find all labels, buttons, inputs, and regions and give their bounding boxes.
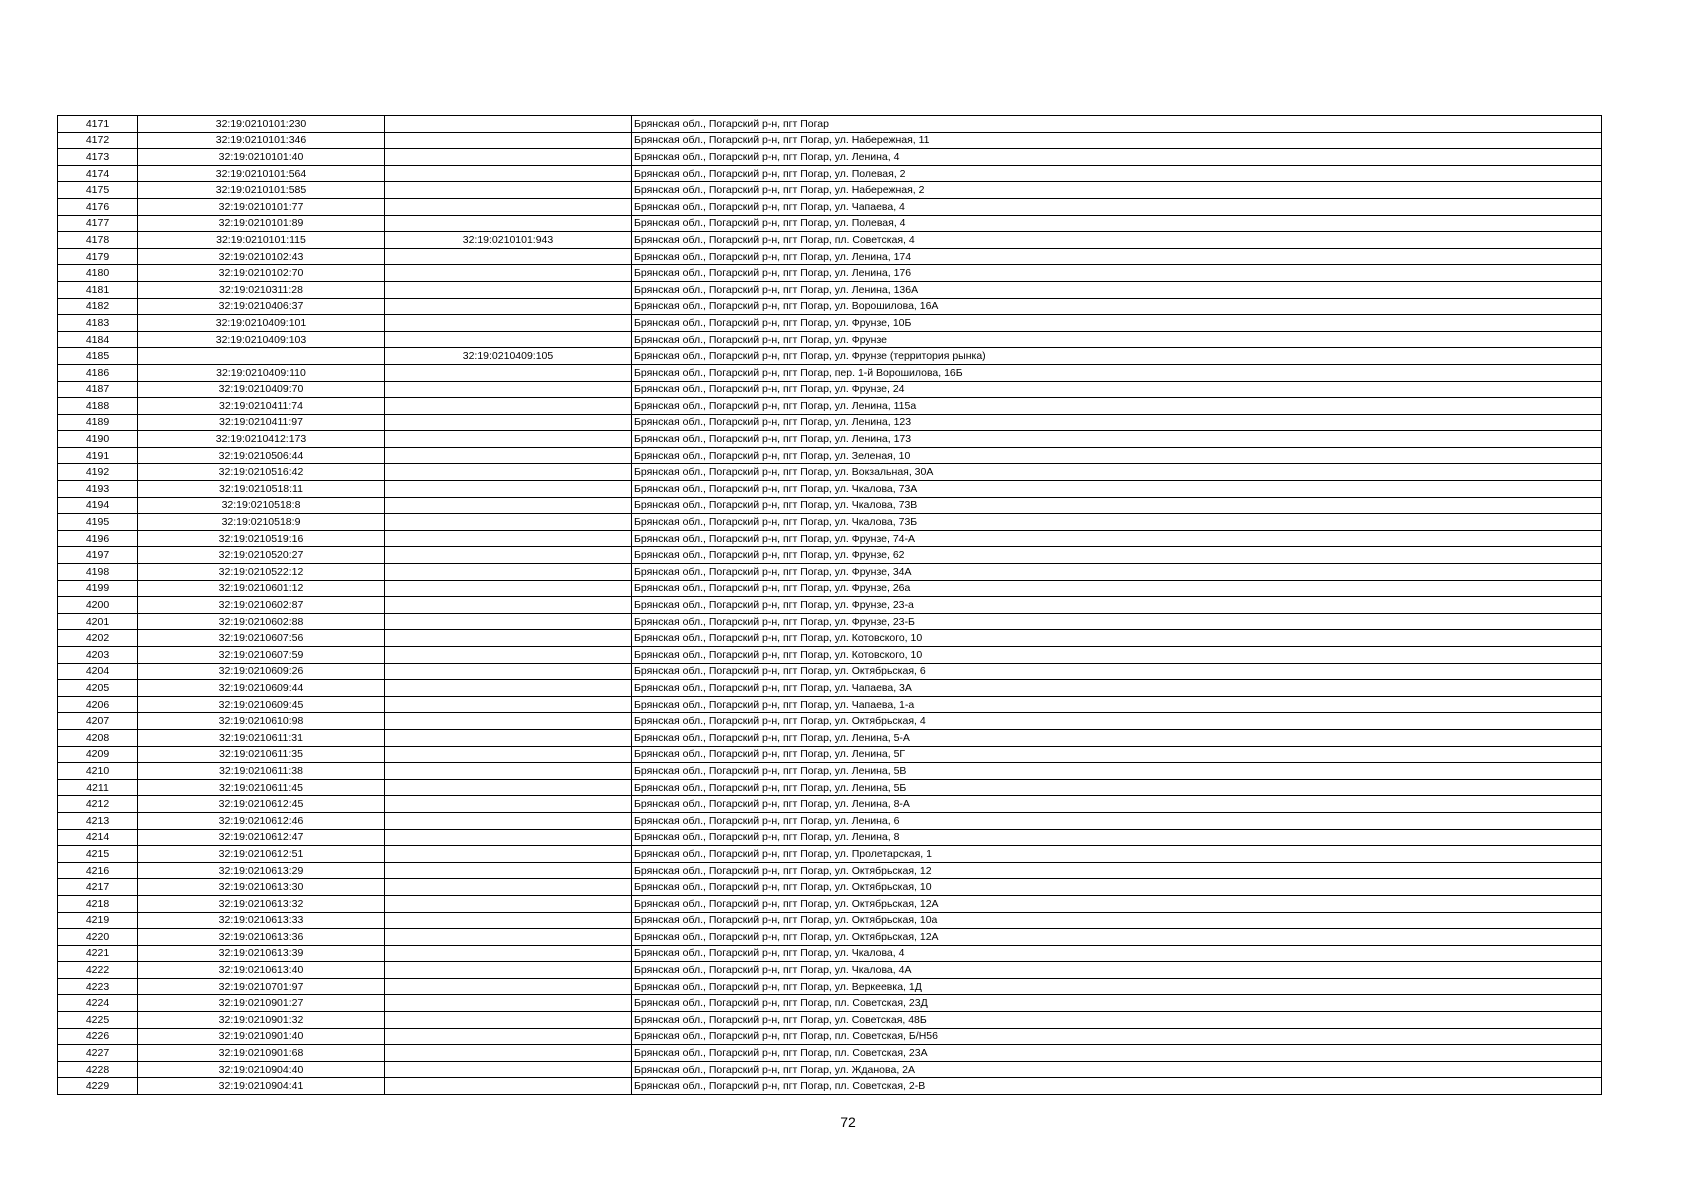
row-number-cell: 4186	[58, 364, 138, 381]
cadastral-number-cell: 32:19:0210518:8	[138, 497, 385, 514]
address-cell: Брянская обл., Погарский р-н, пгт Погар, ул. Чкалова, 73Б	[632, 514, 1602, 531]
address-cell: Брянская обл., Погарский р-н, пгт Погар, ул. Чкалова, 4А	[632, 962, 1602, 979]
row-number-cell: 4178	[58, 232, 138, 249]
table-row	[58, 580, 1602, 597]
address-cell: Брянская обл., Погарский р-н, пгт Погар, ул. Октябрьская, 12А	[632, 895, 1602, 912]
address-cell: Брянская обл., Погарский р-н, пгт Погар, ул. Фрунзе, 62	[632, 547, 1602, 564]
row-number-cell: 4205	[58, 680, 138, 697]
row-number-cell: 4208	[58, 729, 138, 746]
cadastral-number-cell: 32:19:0210102:70	[138, 265, 385, 282]
secondary-cadastral-number-cell	[385, 398, 632, 415]
secondary-cadastral-number-cell	[385, 132, 632, 149]
address-cell: Брянская обл., Погарский р-н, пгт Погар, ул. Фрунзе, 74-А	[632, 530, 1602, 547]
row-number-cell: 4224	[58, 995, 138, 1012]
row-number-cell: 4200	[58, 597, 138, 614]
table-row	[58, 846, 1602, 863]
table-row	[58, 597, 1602, 614]
row-number-cell: 4216	[58, 862, 138, 879]
table-row	[58, 281, 1602, 298]
cadastral-number-cell: 32:19:0210611:45	[138, 779, 385, 796]
cadastral-number-cell: 32:19:0210901:27	[138, 995, 385, 1012]
address-cell: Брянская обл., Погарский р-н, пгт Погар, ул. Ленина, 8	[632, 829, 1602, 846]
secondary-cadastral-number-cell	[385, 547, 632, 564]
table-row	[58, 530, 1602, 547]
row-number-cell: 4211	[58, 779, 138, 796]
secondary-cadastral-number-cell	[385, 564, 632, 581]
secondary-cadastral-number-cell	[385, 895, 632, 912]
table-row	[58, 248, 1602, 265]
table-row	[58, 1028, 1602, 1045]
row-number-cell: 4221	[58, 945, 138, 962]
cadastral-number-cell: 32:19:0210613:29	[138, 862, 385, 879]
table-row	[58, 1045, 1602, 1062]
address-cell: Брянская обл., Погарский р-н, пгт Погар, ул. Фрунзе, 10Б	[632, 315, 1602, 332]
table-row	[58, 929, 1602, 946]
table-row	[58, 995, 1602, 1012]
secondary-cadastral-number-cell	[385, 1045, 632, 1062]
table-row	[58, 464, 1602, 481]
address-cell: Брянская обл., Погарский р-н, пгт Погар, ул. Октябрьская, 12А	[632, 929, 1602, 946]
table-row	[58, 265, 1602, 282]
cadastral-number-cell: 32:19:0210611:38	[138, 763, 385, 780]
cadastral-number-cell: 32:19:0210522:12	[138, 564, 385, 581]
table-row	[58, 348, 1602, 365]
table-row	[58, 647, 1602, 664]
secondary-cadastral-number-cell	[385, 1061, 632, 1078]
table-row	[58, 945, 1602, 962]
address-cell: Брянская обл., Погарский р-н, пгт Погар, пл. Советская, 23А	[632, 1045, 1602, 1062]
secondary-cadastral-number-cell	[385, 331, 632, 348]
secondary-cadastral-number-cell	[385, 995, 632, 1012]
table-row	[58, 215, 1602, 232]
secondary-cadastral-number-cell	[385, 945, 632, 962]
secondary-cadastral-number-cell	[385, 265, 632, 282]
table-row	[58, 364, 1602, 381]
row-number-cell: 4228	[58, 1061, 138, 1078]
address-cell: Брянская обл., Погарский р-н, пгт Погар, ул. Котовского, 10	[632, 647, 1602, 664]
table-row	[58, 182, 1602, 199]
row-number-cell: 4220	[58, 929, 138, 946]
table-row	[58, 680, 1602, 697]
secondary-cadastral-number-cell	[385, 298, 632, 315]
secondary-cadastral-number-cell	[385, 149, 632, 166]
cadastral-number-cell: 32:19:0210101:346	[138, 132, 385, 149]
table-row	[58, 713, 1602, 730]
row-number-cell: 4219	[58, 912, 138, 929]
cadastral-number-cell: 32:19:0210609:26	[138, 663, 385, 680]
address-cell: Брянская обл., Погарский р-н, пгт Погар, ул. Фрунзе, 24	[632, 381, 1602, 398]
cadastral-number-cell	[138, 348, 385, 365]
table-row	[58, 812, 1602, 829]
table-row	[58, 763, 1602, 780]
address-cell: Брянская обл., Погарский р-н, пгт Погар, ул. Пролетарская, 1	[632, 846, 1602, 863]
table-row	[58, 895, 1602, 912]
page-number: 72	[840, 1114, 856, 1130]
address-cell: Брянская обл., Погарский р-н, пгт Погар, пл. Советская, 2-В	[632, 1078, 1602, 1095]
secondary-cadastral-number-cell	[385, 696, 632, 713]
secondary-cadastral-number-cell	[385, 1028, 632, 1045]
cadastral-number-cell: 32:19:0210101:564	[138, 165, 385, 182]
secondary-cadastral-number-cell	[385, 182, 632, 199]
row-number-cell: 4189	[58, 414, 138, 431]
cadastral-number-cell: 32:19:0210518:9	[138, 514, 385, 531]
address-cell: Брянская обл., Погарский р-н, пгт Погар, ул. Ленина, 136А	[632, 281, 1602, 298]
address-cell: Брянская обл., Погарский р-н, пгт Погар, ул. Фрунзе (территория рынка)	[632, 348, 1602, 365]
row-number-cell: 4226	[58, 1028, 138, 1045]
address-cell: Брянская обл., Погарский р-н, пгт Погар, ул. Октябрьская, 10	[632, 879, 1602, 896]
row-number-cell: 4171	[58, 116, 138, 133]
cadastral-number-cell: 32:19:0210612:45	[138, 796, 385, 813]
table-row	[58, 879, 1602, 896]
address-cell: Брянская обл., Погарский р-н, пгт Погар, ул. Чапаева, 1-а	[632, 696, 1602, 713]
address-cell: Брянская обл., Погарский р-н, пгт Погар, ул. Ленина, 5-А	[632, 729, 1602, 746]
row-number-cell: 4191	[58, 447, 138, 464]
secondary-cadastral-number-cell: 32:19:0210409:105	[385, 348, 632, 365]
cadastral-number-cell: 32:19:0210904:41	[138, 1078, 385, 1095]
row-number-cell: 4190	[58, 431, 138, 448]
table-row	[58, 630, 1602, 647]
cadastral-number-cell: 32:19:0210613:32	[138, 895, 385, 912]
cadastral-number-cell: 32:19:0210701:97	[138, 978, 385, 995]
address-cell: Брянская обл., Погарский р-н, пгт Погар, ул. Зеленая, 10	[632, 447, 1602, 464]
row-number-cell: 4172	[58, 132, 138, 149]
secondary-cadastral-number-cell	[385, 796, 632, 813]
address-cell: Брянская обл., Погарский р-н, пгт Погар, ул. Ленина, 173	[632, 431, 1602, 448]
secondary-cadastral-number-cell	[385, 198, 632, 215]
table-row	[58, 149, 1602, 166]
table-row	[58, 497, 1602, 514]
table-row	[58, 564, 1602, 581]
address-cell: Брянская обл., Погарский р-н, пгт Погар, ул. Фрунзе, 23-Б	[632, 613, 1602, 630]
row-number-cell: 4196	[58, 530, 138, 547]
secondary-cadastral-number-cell	[385, 215, 632, 232]
secondary-cadastral-number-cell	[385, 613, 632, 630]
secondary-cadastral-number-cell	[385, 248, 632, 265]
secondary-cadastral-number-cell	[385, 663, 632, 680]
cadastral-number-cell: 32:19:0210613:33	[138, 912, 385, 929]
row-number-cell: 4177	[58, 215, 138, 232]
cadastral-number-cell: 32:19:0210601:12	[138, 580, 385, 597]
address-cell: Брянская обл., Погарский р-н, пгт Погар, ул. Ленина, 123	[632, 414, 1602, 431]
table-row	[58, 663, 1602, 680]
cadastral-number-cell: 32:19:0210901:68	[138, 1045, 385, 1062]
row-number-cell: 4218	[58, 895, 138, 912]
row-number-cell: 4188	[58, 398, 138, 415]
cadastral-number-cell: 32:19:0210520:27	[138, 547, 385, 564]
cadastral-number-cell: 32:19:0210519:16	[138, 530, 385, 547]
row-number-cell: 4185	[58, 348, 138, 365]
secondary-cadastral-number-cell	[385, 381, 632, 398]
secondary-cadastral-number-cell	[385, 597, 632, 614]
table-row	[58, 116, 1602, 133]
address-cell: Брянская обл., Погарский р-н, пгт Погар, ул. Ленина, 5В	[632, 763, 1602, 780]
address-cell: Брянская обл., Погарский р-н, пгт Погар, ул. Полевая, 2	[632, 165, 1602, 182]
row-number-cell: 4229	[58, 1078, 138, 1095]
address-cell: Брянская обл., Погарский р-н, пгт Погар, пер. 1-й Ворошилова, 16Б	[632, 364, 1602, 381]
row-number-cell: 4227	[58, 1045, 138, 1062]
row-number-cell: 4202	[58, 630, 138, 647]
secondary-cadastral-number-cell	[385, 116, 632, 133]
address-cell: Брянская обл., Погарский р-н, пгт Погар, ул. Полевая, 4	[632, 215, 1602, 232]
secondary-cadastral-number-cell	[385, 431, 632, 448]
address-cell: Брянская обл., Погарский р-н, пгт Погар, ул. Ленина, 5Б	[632, 779, 1602, 796]
table-row	[58, 431, 1602, 448]
address-cell: Брянская обл., Погарский р-н, пгт Погар, ул. Фрунзе	[632, 331, 1602, 348]
secondary-cadastral-number-cell	[385, 647, 632, 664]
cadastral-number-cell: 32:19:0210412:173	[138, 431, 385, 448]
table-row	[58, 447, 1602, 464]
row-number-cell: 4194	[58, 497, 138, 514]
cadastral-number-cell: 32:19:0210613:39	[138, 945, 385, 962]
address-cell: Брянская обл., Погарский р-н, пгт Погар, ул. Ленина, 176	[632, 265, 1602, 282]
address-cell: Брянская обл., Погарский р-н, пгт Погар, ул. Вокзальная, 30А	[632, 464, 1602, 481]
cadastral-number-cell: 32:19:0210602:88	[138, 613, 385, 630]
address-cell: Брянская обл., Погарский р-н, пгт Погар, ул. Ленина, 174	[632, 248, 1602, 265]
address-cell: Брянская обл., Погарский р-н, пгт Погар, ул. Октябрьская, 6	[632, 663, 1602, 680]
secondary-cadastral-number-cell	[385, 315, 632, 332]
row-number-cell: 4215	[58, 846, 138, 863]
row-number-cell: 4214	[58, 829, 138, 846]
cadastral-number-cell: 32:19:0210409:70	[138, 381, 385, 398]
cadastral-number-cell: 32:19:0210409:101	[138, 315, 385, 332]
secondary-cadastral-number-cell	[385, 481, 632, 498]
table-row	[58, 132, 1602, 149]
table-row	[58, 381, 1602, 398]
table-row	[58, 829, 1602, 846]
address-cell: Брянская обл., Погарский р-н, пгт Погар, ул. Советская, 48Б	[632, 1012, 1602, 1029]
address-cell: Брянская обл., Погарский р-н, пгт Погар, ул. Фрунзе, 26а	[632, 580, 1602, 597]
row-number-cell: 4197	[58, 547, 138, 564]
row-number-cell: 4225	[58, 1012, 138, 1029]
address-cell: Брянская обл., Погарский р-н, пгт Погар, ул. Ворошилова, 16А	[632, 298, 1602, 315]
address-cell: Брянская обл., Погарский р-н, пгт Погар, пл. Советская, 23Д	[632, 995, 1602, 1012]
secondary-cadastral-number-cell	[385, 165, 632, 182]
secondary-cadastral-number-cell	[385, 713, 632, 730]
table-row	[58, 746, 1602, 763]
table-row	[58, 481, 1602, 498]
cadastral-number-cell: 32:19:0210518:11	[138, 481, 385, 498]
cadastral-number-cell: 32:19:0210609:45	[138, 696, 385, 713]
address-cell: Брянская обл., Погарский р-н, пгт Погар, пл. Советская, 4	[632, 232, 1602, 249]
cadastral-number-cell: 32:19:0210613:40	[138, 962, 385, 979]
secondary-cadastral-number-cell	[385, 530, 632, 547]
address-cell: Брянская обл., Погарский р-н, пгт Погар, ул. Чкалова, 4	[632, 945, 1602, 962]
cadastral-number-cell: 32:19:0210607:59	[138, 647, 385, 664]
cadastral-number-cell: 32:19:0210101:77	[138, 198, 385, 215]
row-number-cell: 4174	[58, 165, 138, 182]
table-row	[58, 514, 1602, 531]
secondary-cadastral-number-cell	[385, 879, 632, 896]
cadastral-number-cell: 32:19:0210901:40	[138, 1028, 385, 1045]
address-cell: Брянская обл., Погарский р-н, пгт Погар, ул. Котовского, 10	[632, 630, 1602, 647]
cadastral-number-cell: 32:19:0210602:87	[138, 597, 385, 614]
cadastral-number-cell: 32:19:0210612:47	[138, 829, 385, 846]
cadastral-number-cell: 32:19:0210101:89	[138, 215, 385, 232]
cadastral-number-cell: 32:19:0210611:31	[138, 729, 385, 746]
secondary-cadastral-number-cell	[385, 763, 632, 780]
address-cell: Брянская обл., Погарский р-н, пгт Погар, ул. Фрунзе, 34А	[632, 564, 1602, 581]
cadastral-number-cell: 32:19:0210613:30	[138, 879, 385, 896]
table-row	[58, 862, 1602, 879]
row-number-cell: 4217	[58, 879, 138, 896]
cadastral-number-cell: 32:19:0210409:110	[138, 364, 385, 381]
table-row	[58, 1012, 1602, 1029]
row-number-cell: 4222	[58, 962, 138, 979]
cadastral-number-cell: 32:19:0210311:28	[138, 281, 385, 298]
cadastral-number-cell: 32:19:0210411:97	[138, 414, 385, 431]
row-number-cell: 4175	[58, 182, 138, 199]
row-number-cell: 4198	[58, 564, 138, 581]
cadastral-number-cell: 32:19:0210613:36	[138, 929, 385, 946]
cadastral-number-cell: 32:19:0210506:44	[138, 447, 385, 464]
address-cell: Брянская обл., Погарский р-н, пгт Погар, ул. Октябрьская, 4	[632, 713, 1602, 730]
row-number-cell: 4207	[58, 713, 138, 730]
address-cell: Брянская обл., Погарский р-н, пгт Погар, ул. Октябрьская, 10а	[632, 912, 1602, 929]
address-cell: Брянская обл., Погарский р-н, пгт Погар, ул. Ленина, 6	[632, 812, 1602, 829]
address-cell: Брянская обл., Погарский р-н, пгт Погар, ул. Чкалова, 73В	[632, 497, 1602, 514]
table-row	[58, 165, 1602, 182]
table-row	[58, 978, 1602, 995]
table-row	[58, 398, 1602, 415]
table-row	[58, 1061, 1602, 1078]
secondary-cadastral-number-cell	[385, 812, 632, 829]
cadastral-number-cell: 32:19:0210607:56	[138, 630, 385, 647]
secondary-cadastral-number-cell	[385, 414, 632, 431]
row-number-cell: 4184	[58, 331, 138, 348]
cadastral-number-cell: 32:19:0210102:43	[138, 248, 385, 265]
secondary-cadastral-number-cell	[385, 862, 632, 879]
secondary-cadastral-number-cell	[385, 464, 632, 481]
secondary-cadastral-number-cell	[385, 497, 632, 514]
table-row	[58, 298, 1602, 315]
secondary-cadastral-number-cell	[385, 846, 632, 863]
secondary-cadastral-number-cell	[385, 1012, 632, 1029]
cadastral-number-cell: 32:19:0210612:51	[138, 846, 385, 863]
cadastral-number-cell: 32:19:0210409:103	[138, 331, 385, 348]
cadastral-number-cell: 32:19:0210406:37	[138, 298, 385, 315]
secondary-cadastral-number-cell	[385, 929, 632, 946]
row-number-cell: 4181	[58, 281, 138, 298]
secondary-cadastral-number-cell	[385, 978, 632, 995]
secondary-cadastral-number-cell	[385, 779, 632, 796]
table-row	[58, 414, 1602, 431]
cadastral-number-cell: 32:19:0210411:74	[138, 398, 385, 415]
row-number-cell: 4187	[58, 381, 138, 398]
address-cell: Брянская обл., Погарский р-н, пгт Погар, ул. Октябрьская, 12	[632, 862, 1602, 879]
secondary-cadastral-number-cell	[385, 729, 632, 746]
secondary-cadastral-number-cell	[385, 912, 632, 929]
address-cell: Брянская обл., Погарский р-н, пгт Погар, ул. Набережная, 11	[632, 132, 1602, 149]
row-number-cell: 4192	[58, 464, 138, 481]
address-cell: Брянская обл., Погарский р-н, пгт Погар, ул. Чапаева, 4	[632, 198, 1602, 215]
table-row	[58, 331, 1602, 348]
cadastral-number-cell: 32:19:0210610:98	[138, 713, 385, 730]
table-row	[58, 696, 1602, 713]
row-number-cell: 4195	[58, 514, 138, 531]
address-cell: Брянская обл., Погарский р-н, пгт Погар, ул. Чкалова, 73А	[632, 481, 1602, 498]
row-number-cell: 4180	[58, 265, 138, 282]
row-number-cell: 4210	[58, 763, 138, 780]
secondary-cadastral-number-cell	[385, 630, 632, 647]
row-number-cell: 4201	[58, 613, 138, 630]
row-number-cell: 4223	[58, 978, 138, 995]
cadastral-number-cell: 32:19:0210516:42	[138, 464, 385, 481]
row-number-cell: 4176	[58, 198, 138, 215]
address-cell: Брянская обл., Погарский р-н, пгт Погар, ул. Ленина, 4	[632, 149, 1602, 166]
table-row	[58, 315, 1602, 332]
row-number-cell: 4193	[58, 481, 138, 498]
table-row	[58, 912, 1602, 929]
secondary-cadastral-number-cell	[385, 514, 632, 531]
row-number-cell: 4182	[58, 298, 138, 315]
address-cell: Брянская обл., Погарский р-н, пгт Погар, ул. Фрунзе, 23-а	[632, 597, 1602, 614]
table-row	[58, 796, 1602, 813]
secondary-cadastral-number-cell	[385, 447, 632, 464]
address-cell: Брянская обл., Погарский р-н, пгт Погар, ул. Ленина, 115а	[632, 398, 1602, 415]
secondary-cadastral-number-cell	[385, 281, 632, 298]
address-cell: Брянская обл., Погарский р-н, пгт Погар	[632, 116, 1602, 133]
row-number-cell: 4206	[58, 696, 138, 713]
row-number-cell: 4213	[58, 812, 138, 829]
secondary-cadastral-number-cell	[385, 962, 632, 979]
table-row	[58, 729, 1602, 746]
table-row	[58, 613, 1602, 630]
table-row	[58, 198, 1602, 215]
secondary-cadastral-number-cell	[385, 1078, 632, 1095]
table-row	[58, 547, 1602, 564]
row-number-cell: 4199	[58, 580, 138, 597]
row-number-cell: 4183	[58, 315, 138, 332]
address-cell: Брянская обл., Погарский р-н, пгт Погар, ул. Жданова, 2А	[632, 1061, 1602, 1078]
row-number-cell: 4209	[58, 746, 138, 763]
cadastral-number-cell: 32:19:0210901:32	[138, 1012, 385, 1029]
secondary-cadastral-number-cell	[385, 746, 632, 763]
table-row	[58, 1078, 1602, 1095]
address-cell: Брянская обл., Погарский р-н, пгт Погар, пл. Советская, Б/Н56	[632, 1028, 1602, 1045]
table-row	[58, 779, 1602, 796]
table-row	[58, 232, 1602, 249]
cadastral-number-cell: 32:19:0210612:46	[138, 812, 385, 829]
secondary-cadastral-number-cell	[385, 829, 632, 846]
row-number-cell: 4179	[58, 248, 138, 265]
property-registry-table	[57, 115, 1602, 1095]
row-number-cell: 4203	[58, 647, 138, 664]
address-cell: Брянская обл., Погарский р-н, пгт Погар, ул. Веркеевка, 1Д	[632, 978, 1602, 995]
registry-table-body	[58, 116, 1602, 1095]
cadastral-number-cell: 32:19:0210101:115	[138, 232, 385, 249]
address-cell: Брянская обл., Погарский р-н, пгт Погар, ул. Чапаева, 3А	[632, 680, 1602, 697]
cadastral-number-cell: 32:19:0210101:585	[138, 182, 385, 199]
secondary-cadastral-number-cell: 32:19:0210101:943	[385, 232, 632, 249]
table-row	[58, 962, 1602, 979]
row-number-cell: 4173	[58, 149, 138, 166]
row-number-cell: 4212	[58, 796, 138, 813]
cadastral-number-cell: 32:19:0210904:40	[138, 1061, 385, 1078]
secondary-cadastral-number-cell	[385, 680, 632, 697]
address-cell: Брянская обл., Погарский р-н, пгт Погар, ул. Набережная, 2	[632, 182, 1602, 199]
cadastral-number-cell: 32:19:0210101:40	[138, 149, 385, 166]
secondary-cadastral-number-cell	[385, 580, 632, 597]
secondary-cadastral-number-cell	[385, 364, 632, 381]
address-cell: Брянская обл., Погарский р-н, пгт Погар, ул. Ленина, 5Г	[632, 746, 1602, 763]
row-number-cell: 4204	[58, 663, 138, 680]
cadastral-number-cell: 32:19:0210611:35	[138, 746, 385, 763]
cadastral-number-cell: 32:19:0210101:230	[138, 116, 385, 133]
cadastral-number-cell: 32:19:0210609:44	[138, 680, 385, 697]
address-cell: Брянская обл., Погарский р-н, пгт Погар, ул. Ленина, 8-А	[632, 796, 1602, 813]
